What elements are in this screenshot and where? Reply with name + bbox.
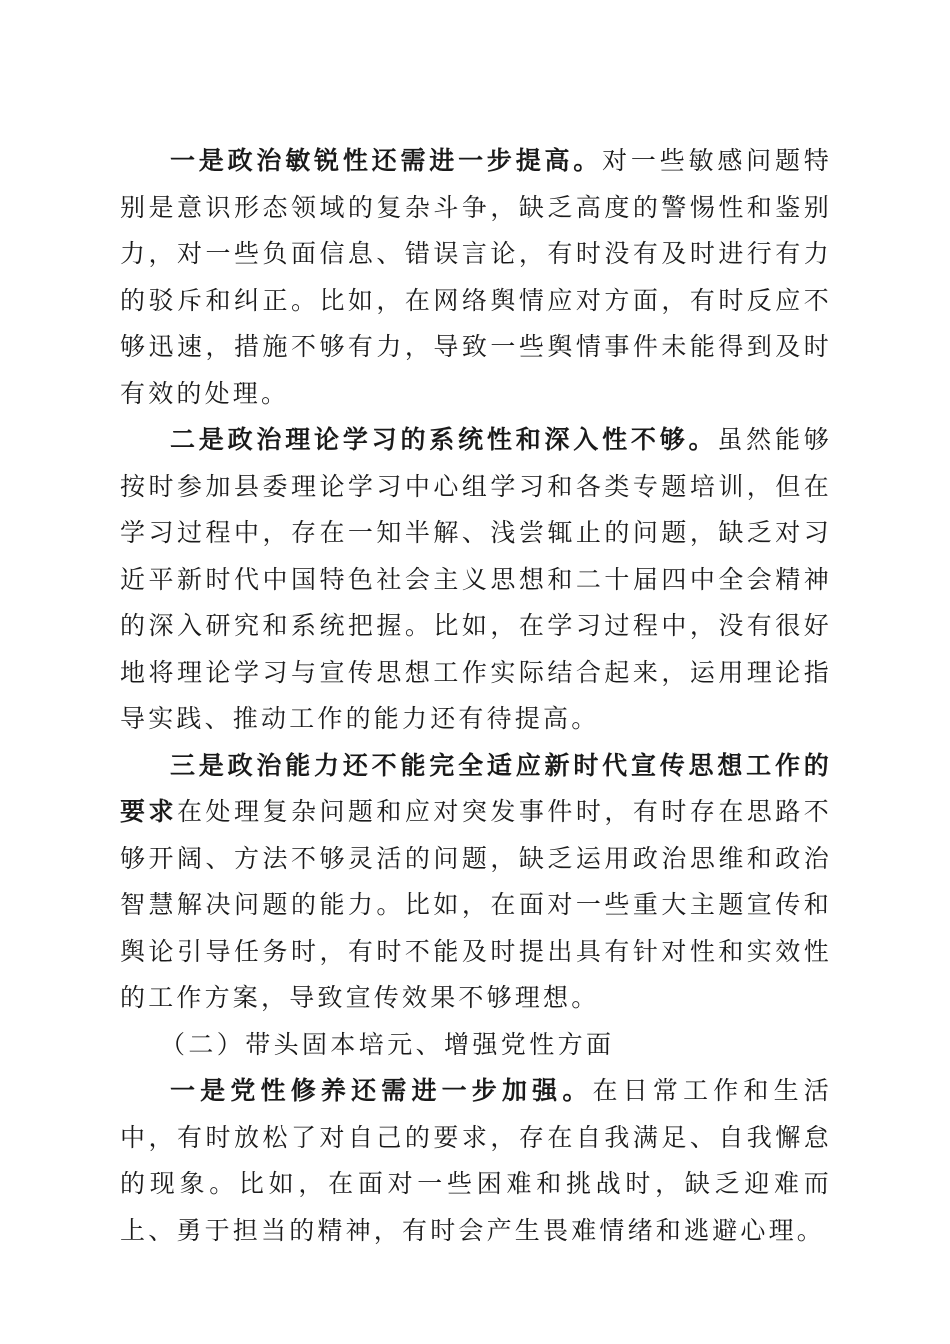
paragraph-body: 对一些敏感问题特别是意识形态领域的复杂斗争，缺乏高度的警惕性和鉴别力，对一些负面信息、错误言论，有时没有及时进行有力的驳斥和纠正。比如，在网络舆情应对方面，有时反应不够迅速，措施不够有力，导致一些舆情事件未能得到及时有效的处理。 xyxy=(120,146,832,408)
paragraph-lead: 一是政治敏锐性还需进一步提高。 xyxy=(170,146,603,175)
paragraph-body: 在处理复杂问题和应对突发事件时，有时存在思路不够开阔、方法不够灵活的问题，缺乏运用政治思维和政治智慧解决问题的能力。比如，在面对一些重大主题宣传和舆论引导任务时，有时不能及时提出具有针对性和实效性的工作方案，导致宣传效果不够理想。 xyxy=(120,797,832,1012)
paragraph-political-ability xyxy=(120,743,832,1022)
paragraph-political-sensitivity xyxy=(120,138,832,417)
paragraph-theory-study xyxy=(120,417,832,743)
paragraph-body: 在日常工作和生活中，有时放松了对自己的要求，存在自我满足、自我懈怠的现象。比如，在面对一些困难和挑战时，缺乏迎难而上、勇于担当的精神，有时会产生畏难情绪和逃避心理。 xyxy=(120,1076,832,1245)
section-heading: （二）带头固本培元、增强党性方面 xyxy=(160,1029,615,1059)
paragraph-lead: 二是政治理论学习的系统性和深入性不够。 xyxy=(170,425,718,454)
paragraph-lead: 三是政治能力还不能完全适应新时代宣传思想工作的要求 xyxy=(120,750,832,826)
paragraph-body: 虽然能够按时参加县委理论学习中心组学习和各类专题培训，但在学习过程中，存在一知半解、浅尝辄止的问题，缺乏对习近平新时代中国特色社会主义思想和二十届四中全会精神的深入研究和系统把握。比如，在学习过程中，没有很好地将理论学习与宣传思想工作实际结合起来，运用理论指导实践、推动工作的能力还有待提高。 xyxy=(120,425,832,733)
paragraph-party-spirit xyxy=(120,1068,832,1254)
paragraph-lead: 一是党性修养还需进一步加强。 xyxy=(170,1076,593,1105)
document-page xyxy=(120,138,832,1254)
